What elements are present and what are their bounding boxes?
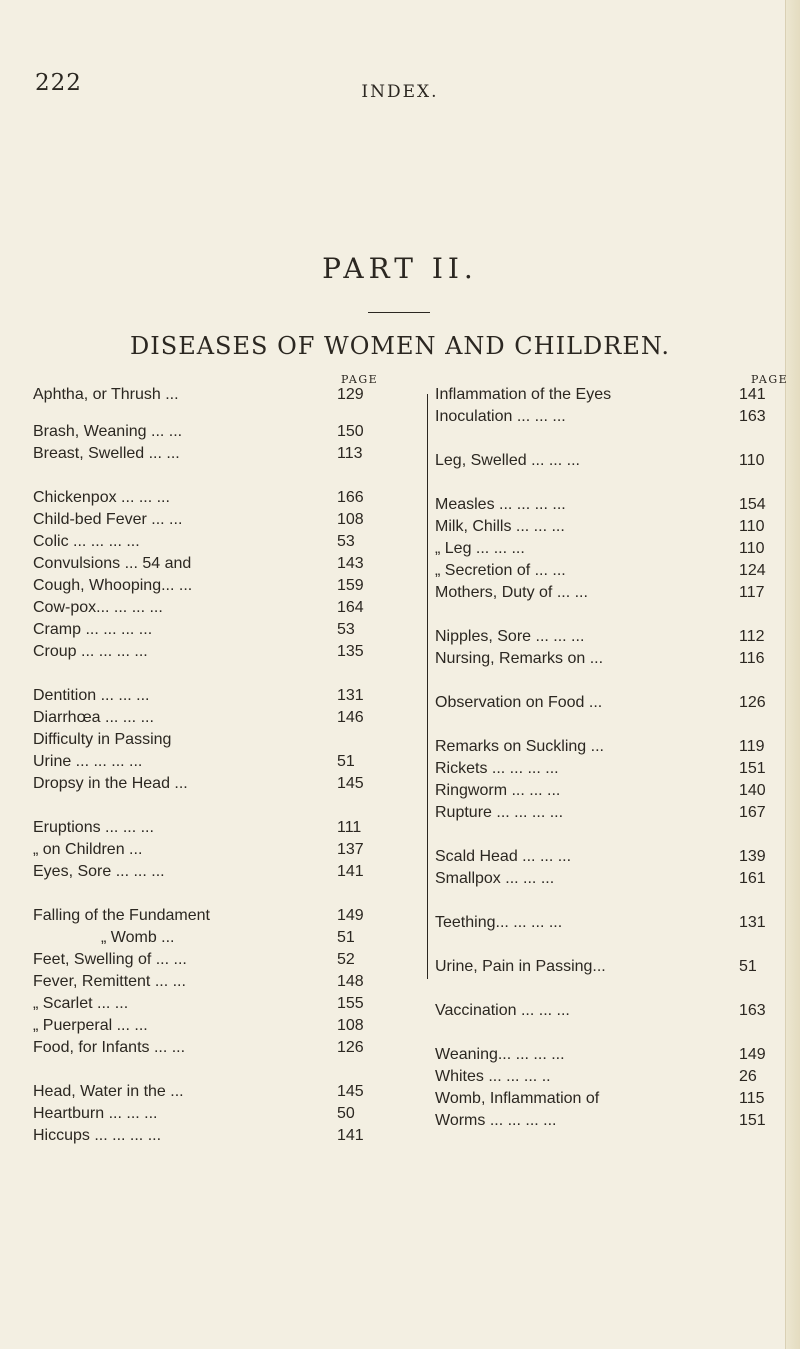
entry-label: Heartburn ... ... ...: [33, 1105, 158, 1122]
index-entry: [435, 560, 799, 581]
running-head: INDEX.: [361, 82, 439, 102]
index-entry: [435, 384, 799, 405]
entry-page-number: 124: [739, 562, 766, 579]
index-entry: [33, 817, 403, 838]
entry-page-number: 113: [337, 445, 363, 462]
page-number: 222: [35, 70, 82, 96]
index-entry: [33, 839, 403, 860]
index-entry: [33, 949, 403, 970]
entry-label: Convulsions ... 54 and: [33, 555, 192, 572]
entry-page-number: 146: [337, 709, 364, 726]
index-entry: [435, 692, 799, 713]
index-entry: [435, 516, 799, 537]
entry-page-number: 115: [739, 1090, 765, 1107]
entry-page-number: 167: [739, 804, 766, 821]
entry-label: Observation on Food ...: [435, 694, 603, 711]
entry-page-number: 50: [337, 1105, 355, 1122]
entry-label: Remarks on Suckling ...: [435, 738, 604, 755]
entry-label: „ Puerperal ... ...: [33, 1017, 148, 1034]
entry-label: Teething... ... ... ...: [435, 914, 563, 931]
index-entry: [435, 780, 799, 801]
entry-page-number: 110: [739, 452, 765, 469]
entry-page-number: 131: [739, 914, 766, 931]
index-entry: [33, 1081, 403, 1102]
entry-label: Brash, Weaning ... ...: [33, 423, 183, 440]
index-entry: [435, 1044, 799, 1065]
entry-label: Worms ... ... ... ...: [435, 1112, 557, 1129]
entry-page-number: 141: [739, 386, 766, 403]
index-entry: [33, 553, 403, 574]
entry-label: „ Womb ...: [101, 929, 175, 946]
entry-label: Falling of the Fundament: [33, 907, 210, 924]
index-entry: [435, 912, 799, 933]
entry-label: Ringworm ... ... ...: [435, 782, 561, 799]
entry-page-number: 139: [739, 848, 766, 865]
entry-page-number: 131: [337, 687, 364, 704]
index-entry: [33, 993, 403, 1014]
index-entry: [33, 707, 403, 728]
entry-label: Eyes, Sore ... ... ...: [33, 863, 165, 880]
entry-label: Urine, Pain in Passing...: [435, 958, 606, 975]
entry-label: Whites ... ... ... ..: [435, 1068, 551, 1085]
entry-label: Mothers, Duty of ... ...: [435, 584, 588, 601]
entry-label: „ on Children ...: [33, 841, 143, 858]
entry-page-number: 143: [337, 555, 364, 572]
index-entry: [435, 736, 799, 757]
entry-label: Leg, Swelled ... ... ...: [435, 452, 580, 469]
entry-page-number: 164: [337, 599, 364, 616]
entry-page-number: 111: [337, 819, 362, 836]
entry-page-number: 51: [337, 929, 355, 946]
entry-page-number: 161: [739, 870, 766, 887]
index-entry: [435, 1000, 799, 1021]
entry-page-number: 126: [337, 1039, 364, 1056]
entry-page-number: 119: [739, 738, 765, 755]
entry-page-number: 140: [739, 782, 766, 799]
entry-label: Feet, Swelling of ... ...: [33, 951, 187, 968]
index-entry: [435, 538, 799, 559]
entry-label: Nursing, Remarks on ...: [435, 650, 604, 667]
entry-label: Vaccination ... ... ...: [435, 1002, 570, 1019]
entry-page-number: 135: [337, 643, 364, 660]
index-entry: [33, 641, 403, 662]
entry-page-number: 145: [337, 1083, 364, 1100]
entry-label: Breast, Swelled ... ...: [33, 445, 180, 462]
entry-label: Head, Water in the ...: [33, 1083, 184, 1100]
index-entry: [33, 531, 403, 552]
index-entry: [33, 509, 403, 530]
entry-page-number: 26: [739, 1068, 757, 1085]
entry-label: Difficulty in Passing: [33, 731, 172, 748]
index-entry: [435, 802, 799, 823]
index-entry: [435, 450, 799, 471]
entry-page-number: 53: [337, 621, 355, 638]
entry-label: Scald Head ... ... ...: [435, 848, 572, 865]
entry-page-number: 117: [739, 584, 765, 601]
entry-page-number: 145: [337, 775, 364, 792]
entry-page-number: 163: [739, 1002, 766, 1019]
column-divider: [427, 394, 428, 979]
entry-page-number: 150: [337, 423, 364, 440]
index-entry: [33, 487, 403, 508]
entry-label: Rickets ... ... ... ...: [435, 760, 559, 777]
entry-page-number: 155: [337, 995, 364, 1012]
index-entry: [33, 773, 403, 794]
index-entry: [435, 582, 799, 603]
entry-page-number: 154: [739, 496, 766, 513]
entry-page-number: 108: [337, 1017, 364, 1034]
entry-page-number: 129: [337, 386, 364, 403]
entry-label: Eruptions ... ... ...: [33, 819, 154, 836]
entry-page-number: 166: [337, 489, 364, 506]
entry-label: Cramp ... ... ... ...: [33, 621, 153, 638]
entry-label: Nipples, Sore ... ... ...: [435, 628, 585, 645]
part-title: PART II.: [322, 252, 478, 285]
entry-page-number: 116: [739, 650, 765, 667]
entry-page-number: 141: [337, 1127, 364, 1144]
entry-page-number: 149: [739, 1046, 766, 1063]
entry-label: Inoculation ... ... ...: [435, 408, 566, 425]
entry-label: Dentition ... ... ...: [33, 687, 150, 704]
entry-label: Weaning... ... ... ...: [435, 1046, 565, 1063]
entry-label: Child-bed Fever ... ...: [33, 511, 183, 528]
index-entry: [33, 1037, 403, 1058]
entry-page-number: 52: [337, 951, 355, 968]
index-entry: [33, 443, 403, 464]
index-entry: [33, 597, 403, 618]
entry-label: Dropsy in the Head ...: [33, 775, 188, 792]
index-entry: [33, 685, 403, 706]
entry-label: „ Leg ... ... ...: [435, 540, 525, 557]
index-entry: [33, 1125, 403, 1146]
entry-page-number: 51: [337, 753, 355, 770]
index-entry: [33, 384, 403, 405]
title-rule: [368, 312, 430, 313]
entry-label: Urine ... ... ... ...: [33, 753, 143, 770]
index-entry: [435, 1066, 799, 1087]
entry-label: Womb, Inflammation of: [435, 1090, 600, 1107]
entry-label: Rupture ... ... ... ...: [435, 804, 564, 821]
entry-label: Smallpox ... ... ...: [435, 870, 555, 887]
index-entry: [33, 575, 403, 596]
entry-page-number: 137: [337, 841, 364, 858]
index-entry: [435, 846, 799, 867]
entry-label: Chickenpox ... ... ...: [33, 489, 170, 506]
section-title: DISEASES OF WOMEN AND CHILDREN.: [130, 332, 670, 360]
index-entry: [33, 971, 403, 992]
index-entry: [33, 751, 403, 772]
page-edge: [785, 0, 800, 1349]
entry-label: Cough, Whooping... ...: [33, 577, 193, 594]
entry-label: Fever, Remittent ... ...: [33, 973, 186, 990]
page-column-heading: PAGE: [341, 373, 379, 386]
entry-label: Colic ... ... ... ...: [33, 533, 140, 550]
index-entry: [33, 1103, 403, 1124]
index-entry: [435, 1088, 799, 1109]
index-entry: [435, 1110, 799, 1131]
index-entry: [33, 927, 403, 948]
entry-label: Inflammation of the Eyes: [435, 386, 612, 403]
entry-page-number: 108: [337, 511, 364, 528]
entry-label: Cow-pox... ... ... ...: [33, 599, 163, 616]
entry-page-number: 126: [739, 694, 766, 711]
index-entry: [33, 861, 403, 882]
entry-page-number: 151: [739, 760, 766, 777]
index-entry: [435, 956, 799, 977]
index-entry: [33, 905, 403, 926]
entry-label: Aphtha, or Thrush ...: [33, 386, 179, 403]
entry-page-number: 53: [337, 533, 355, 550]
entry-page-number: 151: [739, 1112, 766, 1129]
entry-label: „ Scarlet ... ...: [33, 995, 129, 1012]
entry-page-number: 159: [337, 577, 364, 594]
index-entry: [435, 494, 799, 515]
index-entry: [33, 1015, 403, 1036]
entry-label: Measles ... ... ... ...: [435, 496, 566, 513]
entry-page-number: 163: [739, 408, 766, 425]
entry-label: Croup ... ... ... ...: [33, 643, 148, 660]
entry-label: Food, for Infants ... ...: [33, 1039, 186, 1056]
index-entry: [33, 421, 403, 442]
entry-page-number: 110: [739, 540, 765, 557]
index-entry: [435, 648, 799, 669]
page-column-heading: PAGE: [751, 373, 789, 386]
entry-page-number: 110: [739, 518, 765, 535]
entry-label: „ Secretion of ... ...: [435, 562, 566, 579]
entry-label: Hiccups ... ... ... ...: [33, 1127, 162, 1144]
entry-page-number: 112: [739, 628, 765, 645]
entry-page-number: 51: [739, 958, 757, 975]
entry-page-number: 148: [337, 973, 364, 990]
entry-page-number: 141: [337, 863, 364, 880]
index-entry: [435, 626, 799, 647]
entry-label: Milk, Chills ... ... ...: [435, 518, 565, 535]
entry-label: Diarrhœa ... ... ...: [33, 709, 154, 726]
index-entry: [33, 729, 403, 750]
index-entry: [435, 758, 799, 779]
index-entry: [33, 619, 403, 640]
index-entry: [435, 868, 799, 889]
index-entry: [435, 406, 799, 427]
entry-page-number: 149: [337, 907, 364, 924]
